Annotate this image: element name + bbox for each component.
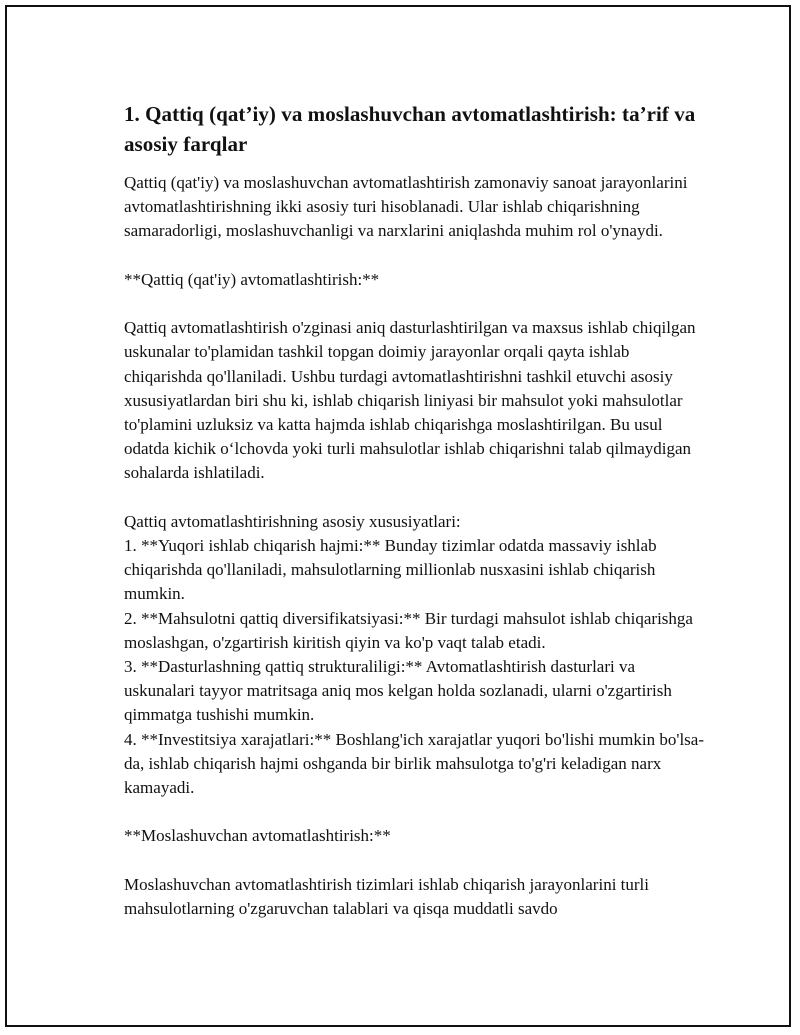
document-content <box>124 99 704 921</box>
body-text: Qattiq (qat'iy) va moslashuvchan avtomatlashtirish zamonaviy sanoat jarayonlarini avtomatlashtirishning ikki asosiy turi hisoblanadi. Ular ishlab chiqarishning samaradorligi, moslashuvchanligi va narxlarini aniqlashda muhim rol o'ynaydi. **Qattiq (qat'iy) avtomatlashtirish:** Qattiq avtomatlashtirish o'zginasi aniq dasturlashtirilgan va maxsus ishlab chiqilgan uskunalar to'plamidan tashkil topgan doimiy jarayonlar orqali qayta ishlab chiqarishda qo'llaniladi. Ushbu turdagi avtomatlashtirishni tashkil etuvchi asosiy xususiyatlardan biri shu ki, ishlab chiqarish liniyasi bir mahsulot yoki mahsulotlar to'plamini uzluksiz va katta hajmda ishlab chiqarishga moslashtirilgan. Bu usul odatda kichik o‘lchovda yoki turli mahsulotlar ishlab chiqarishni talab qilmaydigan sohalarda ishlatiladi. Qattiq avtomatlashtirishning asosiy xususiyatlari: 1. **Yuqori ishlab chiqarish hajmi:** Bunday tizimlar odatda massaviy ishlab chiqarishda qo'llaniladi, mahsulotlarning millionlab nusxasini ishlab chiqarish mumkin. 2. **Mahsulotni qattiq diversifikatsiyasi:** Bir turdagi mahsulot ishlab chiqarishga moslashgan, o'zgartirish kiritish qiyin va ko'p vaqt talab etadi. 3. **Dasturlashning qattiq strukturaliligi:** Avtomatlashtirish dasturlari va uskunalari tayyor matritsaga aniq mos kelgan holda sozlanadi, ularni o'zgartirish qimmatga tushishi mumkin. 4. **Investitsiya xarajatlari:** Boshlang'ich xarajatlar yuqori bo'lishi mumkin bo'lsa-da, ishlab chiqarish hajmi oshganda bir birlik mahsulotga to'g'ri keladigan narx kamayadi. **Moslashuvchan avtomatlashtirish:** Moslashuvchan avtomatlashtirish tizimlari ishlab chiqarish jarayonlarini turli mahsulotlarning o'zgaruvchan talablari va qisqa muddatli savdo <box>124 173 704 919</box>
document-page <box>5 5 791 1027</box>
section-heading: 1. Qattiq (qat’iy) va moslashuvchan avtomatlashtirish: ta’rif va asosiy farqlar <box>124 102 696 156</box>
